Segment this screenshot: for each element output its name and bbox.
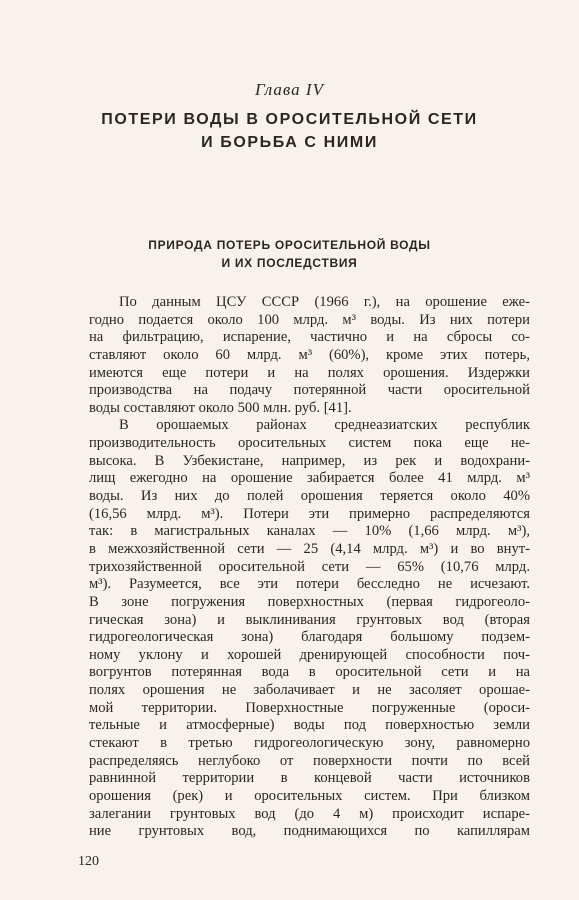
page-number: 120 [78,854,99,869]
section-title [60,236,519,272]
text-line: лищ ежегодно на орошение забирается более 41 млрд. м³ [89,470,530,487]
chapter-title-line: И БОРЬБА С НИМИ [201,134,378,151]
section-title-line: ПРИРОДА ПОТЕРЬ ОРОСИТЕЛЬНОЙ ВОДЫ [148,238,431,252]
text-line: высока. В Узбекистане, например, из рек и водохрани- [89,452,530,469]
text-line: так: в магистральных каналах — 10% (1,66 млрд. м³), [89,523,530,540]
chapter-title-line: ПОТЕРИ ВОДЫ В ОРОСИТЕЛЬНОЙ СЕТИ [101,111,478,128]
text-line: в межхозяйственной сети — 25 (4,14 млрд. м³) и во внут- [89,540,530,557]
text-line: м³). Разумеется, все эти потери бесследно не исчезают. [89,576,530,593]
text-line: равнинной территории в концевой части источников [89,770,530,787]
text-line: тельные и атмосферные) воды под поверхностью земли [89,717,530,734]
text-line: мой территории. Поверхностные погруженные (ороси- [89,699,530,716]
text-line: производительность оросительных систем пока еще не- [89,435,530,452]
section-title-line: И ИХ ПОСЛЕДСТВИЯ [221,256,358,270]
text-line: имеются еще потери и на полях орошения. Издержки [89,364,530,381]
text-line: на фильтрацию, испарение, частично и на сбросы со- [89,329,530,346]
chapter-label: Глава IV [255,80,324,99]
text-line: По данным ЦСУ СССР (1966 г.), на орошение еже- [119,294,530,310]
text-line: стекают в третью гидрогеологическую зону, равномерно [89,735,530,752]
text-line: (16,56 млрд. м³). Потери эти примерно распределяются [89,505,530,522]
text-line: вогрунтов потерянная вода в оросительной сети и на [89,664,530,681]
text-line: гическая зона) и выклинивания грунтовых вод (вторая [89,611,530,628]
text-line: воды составляют около 500 млн. руб. [41]. [89,399,352,416]
text-line: годно подается около 100 млрд. м³ воды. Из них потери [89,311,530,328]
text-line: ставляют около 60 млрд. м³ (60%), кроме этих потерь, [89,346,530,363]
text-line: трихозяйственной оросительной сети — 65% (10,76 млрд. [89,558,530,575]
text-line: залегании грунтовых вод (до 4 м) происходит испаре- [89,805,530,822]
text-line: гидрогеологическая зона) благодаря большому подзем- [89,629,530,646]
chapter-title [40,108,539,154]
text-line: В зоне погружения поверхностных (первая гидрогеоло- [89,593,530,610]
text-line: воды. Из них до полей орошения теряется около 40% [89,488,530,505]
text-line: распределяясь неглубоко от поверхности почти по всей [89,752,530,769]
text-line: полях орошения не заболачивает и не засоляет орошае- [89,682,530,699]
text-line: орошения (рек) и оросительных систем. При близком [89,787,530,804]
text-line: ному уклону и хорошей дренирующей способности поч- [89,646,530,663]
text-line: производства на подачу потерянной части оросительной [89,382,530,399]
text-line: ние грунтовых вод, поднимающихся по капиллярам [89,823,530,840]
body-text [89,294,530,841]
text-line: В орошаемых районах среднеазиатских республик [119,417,530,434]
